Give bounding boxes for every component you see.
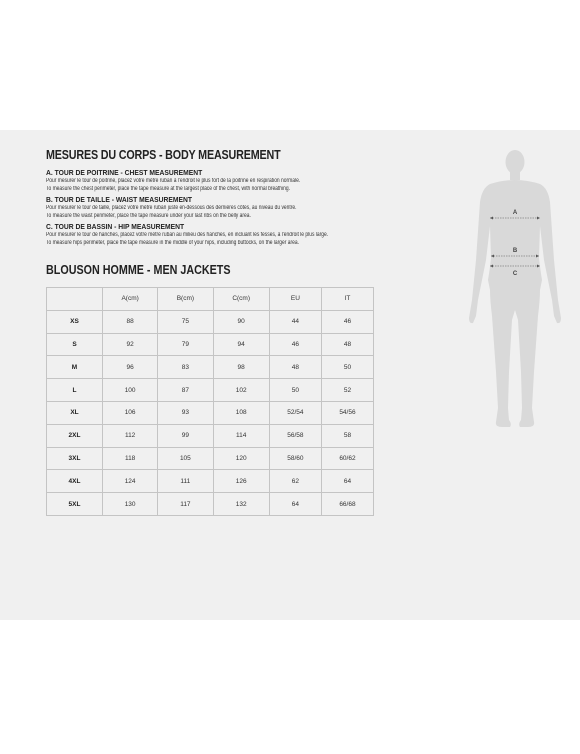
table-cell: 50	[321, 356, 373, 379]
label-c: C	[512, 271, 518, 277]
header-eu: EU	[269, 288, 321, 311]
table-cell: 118	[103, 447, 158, 470]
table-cell: 132	[213, 493, 269, 516]
table-cell: 98	[213, 356, 269, 379]
chest-measurement-fr: Pour mesurer le tour de poitrine, placez votre mètre ruban à l'endroit le plus fort de la poitrine en respiration normale.	[46, 178, 301, 184]
header-b-cm: B(cm)	[158, 288, 213, 311]
size-label-cell: S	[47, 333, 103, 356]
table-cell: 56/58	[269, 424, 321, 447]
table-row	[47, 333, 374, 356]
table-cell: 111	[158, 470, 213, 493]
size-label-cell: 2XL	[47, 424, 103, 447]
table-row	[47, 470, 374, 493]
table-cell: 75	[158, 310, 213, 333]
chest-measurement-section	[46, 168, 426, 193]
table-cell: 88	[103, 310, 158, 333]
table-cell: 46	[321, 310, 373, 333]
table-row	[47, 493, 374, 516]
hip-measurement-en: To measure hips perimeter, place the tape measure in the middle of your hips, including buttocks, on the larger area.	[46, 240, 299, 246]
waist-measurement-fr: Pour mesurer le tour de taille, placez votre mètre ruban juste en-dessous des dernières côtes, au niveau du ventre.	[46, 205, 297, 211]
size-label-cell: L	[47, 379, 103, 402]
men-jackets-title: BLOUSON HOMME - MEN JACKETS	[46, 263, 231, 277]
size-guide-content	[46, 148, 426, 516]
size-label-cell: XS	[47, 310, 103, 333]
table-cell: 108	[213, 401, 269, 424]
table-cell: 50	[269, 379, 321, 402]
table-cell: 60/62	[321, 447, 373, 470]
table-cell: 62	[269, 470, 321, 493]
size-table-header-row	[47, 288, 374, 311]
table-cell: 46	[269, 333, 321, 356]
table-cell: 90	[213, 310, 269, 333]
table-cell: 94	[213, 333, 269, 356]
size-label-cell: 5XL	[47, 493, 103, 516]
table-cell: 52	[321, 379, 373, 402]
table-cell: 79	[158, 333, 213, 356]
table-row	[47, 447, 374, 470]
size-label-cell: M	[47, 356, 103, 379]
table-cell: 124	[103, 470, 158, 493]
waist-measurement-section	[46, 195, 426, 220]
table-cell: 117	[158, 493, 213, 516]
table-cell: 48	[269, 356, 321, 379]
table-cell: 48	[321, 333, 373, 356]
table-cell: 96	[103, 356, 158, 379]
size-label-cell: XL	[47, 401, 103, 424]
table-cell: 58	[321, 424, 373, 447]
table-cell: 83	[158, 356, 213, 379]
size-table-body	[47, 310, 374, 515]
size-guide-panel	[0, 130, 580, 620]
chest-measurement-title: A. TOUR DE POITRINE - CHEST MEASUREMENT	[46, 168, 203, 177]
hip-measurement-section	[46, 222, 426, 247]
table-cell: 112	[103, 424, 158, 447]
table-cell: 105	[158, 447, 213, 470]
table-row	[47, 310, 374, 333]
table-cell: 92	[103, 333, 158, 356]
size-label-cell: 4XL	[47, 470, 103, 493]
body-measurement-title: MESURES DU CORPS - BODY MEASUREMENT	[46, 148, 281, 162]
chest-measurement-en: To measure the chest perimeter, place the tape measure at the largest place of the chest, with normal breathing.	[46, 186, 290, 192]
label-b: B	[512, 248, 518, 254]
header-c-cm: C(cm)	[213, 288, 269, 311]
table-cell: 87	[158, 379, 213, 402]
header-a-cm: A(cm)	[103, 288, 158, 311]
table-cell: 120	[213, 447, 269, 470]
hip-measurement-fr: Pour mesurer le tour de hanches, placez votre mètre ruban au milieu des hanches, en incluant les fesses, à l'endroit le plus large.	[46, 232, 329, 238]
size-label-cell: 3XL	[47, 447, 103, 470]
body-silhouette-figure	[468, 140, 562, 440]
table-cell: 102	[213, 379, 269, 402]
size-table	[46, 287, 374, 516]
table-cell: 44	[269, 310, 321, 333]
table-cell: 54/56	[321, 401, 373, 424]
table-cell: 130	[103, 493, 158, 516]
waist-measurement-title: B. TOUR DE TAILLE - WAIST MEASUREMENT	[46, 195, 193, 204]
table-cell: 66/68	[321, 493, 373, 516]
table-cell: 114	[213, 424, 269, 447]
table-row	[47, 379, 374, 402]
table-cell: 106	[103, 401, 158, 424]
table-cell: 52/54	[269, 401, 321, 424]
table-cell: 100	[103, 379, 158, 402]
header-it: IT	[321, 288, 373, 311]
table-cell: 99	[158, 424, 213, 447]
hip-measurement-title: C. TOUR DE BASSIN - HIP MEASUREMENT	[46, 222, 185, 231]
table-cell: 64	[321, 470, 373, 493]
table-row	[47, 424, 374, 447]
header-empty-cell	[47, 288, 103, 311]
table-row	[47, 401, 374, 424]
table-cell: 93	[158, 401, 213, 424]
label-a: A	[512, 210, 518, 216]
waist-measurement-en: To measure the waist perimeter, place the tape measure under your last ribs on the belly area.	[46, 213, 251, 219]
table-cell: 58/60	[269, 447, 321, 470]
table-row	[47, 356, 374, 379]
table-cell: 64	[269, 493, 321, 516]
silhouette-icon	[469, 150, 561, 427]
table-cell: 126	[213, 470, 269, 493]
